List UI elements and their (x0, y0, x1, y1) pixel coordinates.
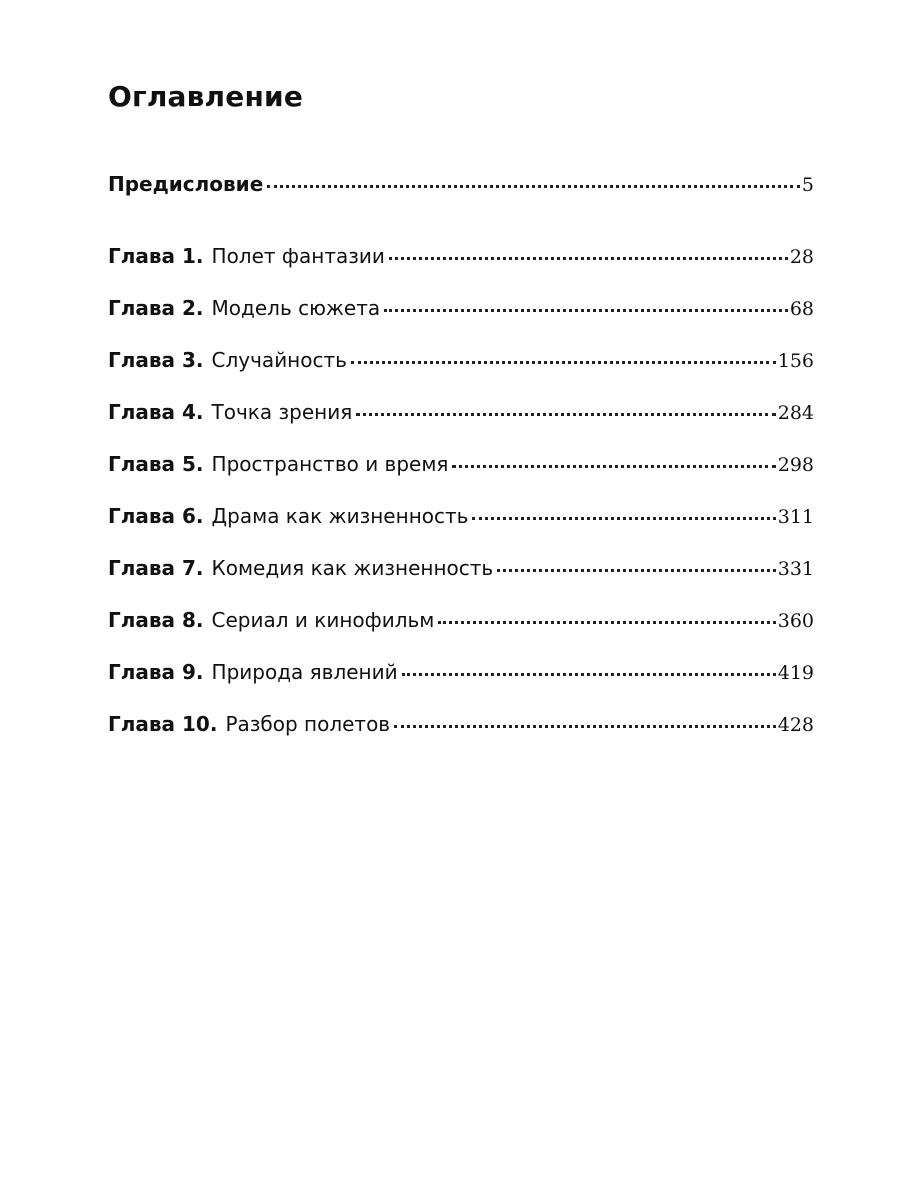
toc-page-number: 311 (777, 506, 814, 528)
toc-page-number: 5 (801, 174, 814, 196)
toc-page-number: 298 (777, 454, 814, 476)
toc-chapter-title: Пространство и время (211, 452, 449, 476)
dot-leader (438, 621, 775, 624)
toc-chapter-title: Сериал и кинофильм (211, 608, 435, 632)
toc-chapter-title: Случайность (211, 348, 347, 372)
toc-chapter-number: Глава 3. (108, 348, 204, 372)
page-title: Оглавление (108, 80, 304, 113)
toc-page-number: 284 (777, 402, 814, 424)
toc-chapter-number: Глава 6. (108, 504, 204, 528)
toc-entry-chapter-10[interactable] (108, 712, 814, 764)
dot-leader (389, 257, 788, 260)
toc-chapter-title: Модель сюжета (211, 296, 381, 320)
toc-page-number: 428 (777, 714, 814, 736)
dot-leader (351, 361, 776, 364)
toc-chapter-number: Глава 5. (108, 452, 204, 476)
toc-page-number: 419 (777, 662, 814, 684)
toc-entry-chapter-4[interactable] (108, 400, 814, 452)
dot-leader (394, 725, 776, 728)
toc-chapter-title: Драма как жизненность (211, 504, 469, 528)
toc-chapter-title: Разбор полетов (225, 712, 391, 736)
toc-page-number: 331 (777, 558, 814, 580)
dot-leader (452, 465, 775, 468)
toc-page-number: 360 (777, 610, 814, 632)
toc-entry-chapter-3[interactable] (108, 348, 814, 400)
toc-chapter-title: Природа явлений (211, 660, 398, 684)
toc-page-number: 156 (777, 350, 814, 372)
dot-leader (356, 413, 776, 416)
toc-chapter-number: Глава 1. (108, 244, 204, 268)
dot-leader (497, 569, 776, 572)
toc-entry-chapter-2[interactable] (108, 296, 814, 348)
dot-leader (472, 517, 775, 520)
toc-chapter-number: Глава 8. (108, 608, 204, 632)
toc-chapter-title: Полет фантазии (211, 244, 385, 268)
toc-chapter-number: Глава 2. (108, 296, 204, 320)
toc-entry-chapter-1[interactable] (108, 244, 814, 296)
toc-chapter-title: Комедия как жизненность (211, 556, 494, 580)
toc-entry-chapter-9[interactable] (108, 660, 814, 712)
toc-chapter-title: Точка зрения (211, 400, 353, 424)
toc-chapter-number: Глава 10. (108, 712, 218, 736)
dot-leader (267, 185, 800, 188)
toc-entry-chapter-5[interactable] (108, 452, 814, 504)
toc-chapter-number: Глава 9. (108, 660, 204, 684)
toc-page-number: 28 (789, 246, 814, 268)
table-of-contents (108, 172, 814, 764)
dot-leader (384, 309, 788, 312)
toc-chapter-number: Глава 7. (108, 556, 204, 580)
toc-page-number: 68 (789, 298, 814, 320)
toc-entry-chapter-8[interactable] (108, 608, 814, 660)
toc-entry-chapter-7[interactable] (108, 556, 814, 608)
dot-leader (402, 673, 776, 676)
toc-entry-label: Предисловие (108, 172, 264, 196)
toc-chapter-number: Глава 4. (108, 400, 204, 424)
toc-entry-chapter-6[interactable] (108, 504, 814, 556)
toc-entry-preface[interactable] (108, 172, 814, 244)
